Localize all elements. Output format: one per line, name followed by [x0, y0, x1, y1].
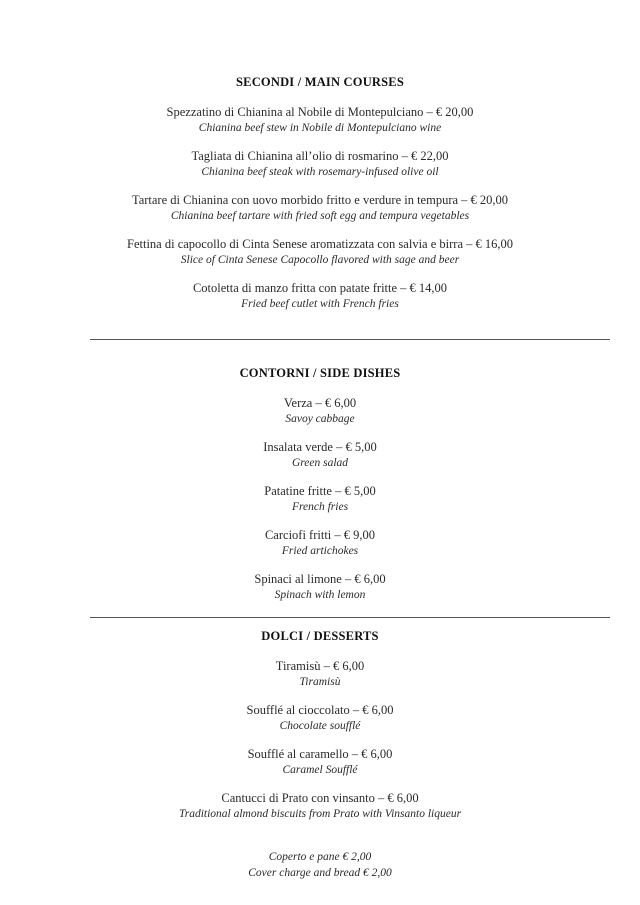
item-description: Fried artichokes: [281, 545, 359, 557]
section-desserts: [0, 628, 640, 834]
menu-item: [0, 280, 640, 324]
cover-charge-italian: Coperto e pane € 2,00: [268, 851, 372, 863]
menu-item: [0, 483, 640, 527]
item-description: Tiramisù: [299, 676, 341, 688]
item-description: Fried beef cutlet with French fries: [241, 298, 399, 310]
menu-item: [0, 658, 640, 702]
item-name: Soufflé al caramello – € 6,00: [247, 747, 393, 761]
item-name: Tagliata di Chianina all’olio di rosmarino – € 22,00: [191, 149, 449, 163]
menu-item: [0, 790, 640, 834]
item-description: French fries: [291, 501, 349, 513]
menu-item: [0, 192, 640, 236]
item-description: Caramel Soufflé: [282, 764, 358, 776]
item-name: Soufflé al cioccolato – € 6,00: [246, 703, 394, 717]
menu-item: [0, 702, 640, 746]
item-description: Chianina beef tartare with fried soft egg and tempura vegetables: [170, 210, 470, 222]
menu-item: [0, 148, 640, 192]
menu-item: [0, 439, 640, 483]
item-description: Chocolate soufflé: [279, 720, 361, 732]
item-name: Cotoletta di manzo fritta con patate fritte – € 14,00: [192, 281, 448, 295]
item-description: Chianina beef steak with rosemary-infused olive oil: [201, 166, 439, 178]
divider: [90, 339, 610, 340]
menu-item: [0, 746, 640, 790]
item-name: Tartare di Chianina con uovo morbido fritto e verdure in tempura – € 20,00: [131, 193, 509, 207]
item-name: Spinaci al limone – € 6,00: [254, 572, 386, 586]
item-name: Fettina di capocollo di Cinta Senese aromatizzata con salvia e birra – € 16,00: [127, 237, 513, 251]
item-description: Chianina beef stew in Nobile di Montepulciano wine: [198, 122, 442, 134]
section-main-courses: [0, 74, 640, 324]
item-description: Slice of Cinta Senese Capocollo flavored with sage and beer: [180, 254, 460, 266]
cover-charge-english: Cover charge and bread € 2,00: [248, 867, 392, 879]
item-name: Tiramisù – € 6,00: [275, 659, 365, 673]
section-heading: CONTORNI / SIDE DISHES: [239, 366, 401, 380]
item-name: Carciofi fritti – € 9,00: [264, 528, 376, 542]
item-name: Cantucci di Prato con vinsanto – € 6,00: [221, 791, 419, 805]
item-name: Verza – € 6,00: [283, 396, 357, 410]
section-side-dishes: [0, 365, 640, 615]
menu-item: [0, 236, 640, 280]
item-name: Spezzatino di Chianina al Nobile di Montepulciano – € 20,00: [166, 105, 474, 119]
item-description: Green salad: [291, 457, 349, 469]
section-heading: DOLCI / DESSERTS: [261, 629, 379, 643]
menu-item: [0, 527, 640, 571]
item-description: Traditional almond biscuits from Prato with Vinsanto liqueur: [178, 808, 462, 820]
cover-charge-note: [0, 849, 640, 881]
section-heading: SECONDI / MAIN COURSES: [236, 75, 404, 89]
menu-item: [0, 571, 640, 615]
item-name: Patatine fritte – € 5,00: [264, 484, 376, 498]
item-description: Savoy cabbage: [285, 413, 355, 425]
divider: [90, 617, 610, 618]
menu-item: [0, 104, 640, 148]
menu-item: [0, 395, 640, 439]
item-description: Spinach with lemon: [274, 589, 366, 601]
item-name: Insalata verde – € 5,00: [263, 440, 377, 454]
